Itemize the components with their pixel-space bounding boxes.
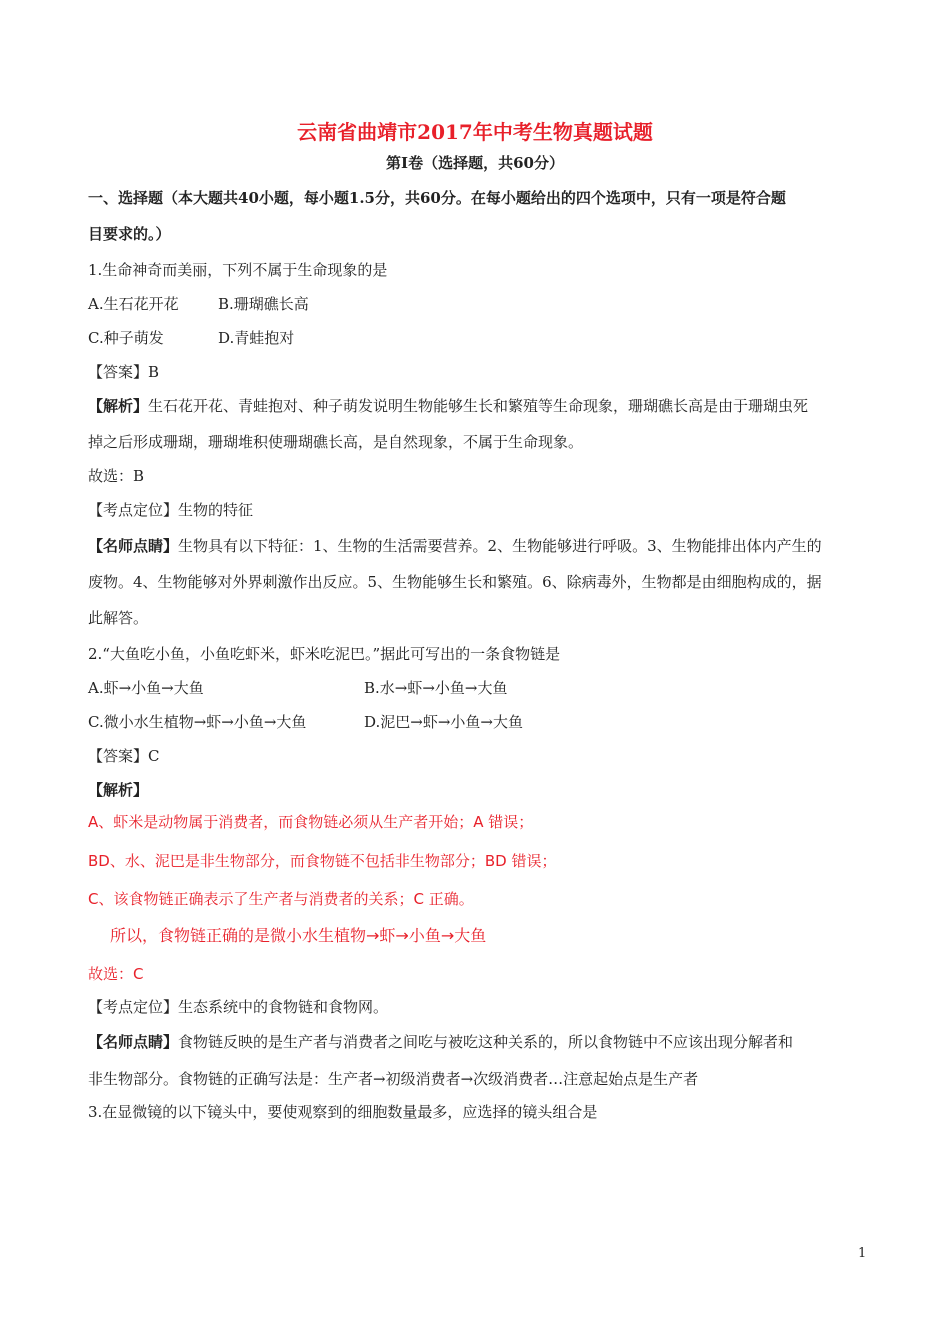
- q1-analysis-label: 【解析】: [88, 397, 149, 415]
- q2-stem: 2.“大鱼吃小鱼，小鱼吃虾米，虾米吃泥巴。”据此可写出的一条食物链是: [88, 645, 561, 663]
- q1-option-a: A.生石花开花: [88, 295, 179, 313]
- document-title: 云南省曲靖市2017年中考生物真题试题: [297, 120, 653, 144]
- q2-option-c: C.微小水生植物→虾→小鱼→大鱼: [88, 713, 307, 731]
- q2-answer: 【答案】C: [88, 747, 160, 765]
- q2-option-a: A.虾→小鱼→大鱼: [88, 679, 204, 697]
- q1-options-row-1: [88, 294, 309, 314]
- q2-kaodian: 【考点定位】生态系统中的食物链和食物网。: [88, 998, 389, 1016]
- q2-mingshi-label: 【名师点睛】: [88, 1033, 179, 1051]
- q1-options-row-2: [88, 328, 295, 348]
- q2-red-conclusion: 所以，食物链正确的是微小水生植物→虾→小鱼→大鱼: [110, 926, 487, 945]
- q2-mingshi-text-1: 食物链反映的是生产者与消费者之间吃与被吃这种关系的，所以食物链中不应该出现分解者和: [178, 1033, 794, 1051]
- q1-mingshi-line-3: 此解答。: [88, 609, 149, 627]
- q2-red-choice: 故选：C: [88, 965, 144, 983]
- q2-mingshi-line-2: 非生物部分。食物链的正确写法是：生产者→初级消费者→次级消费者…注意起始点是生产者: [88, 1070, 699, 1088]
- section-heading-line-2: 目要求的。）: [88, 225, 171, 243]
- part-subtitle: 第Ⅰ卷（选择题，共60分）: [386, 154, 564, 172]
- q1-mingshi-line-1: [88, 536, 822, 556]
- q2-options-row-1: [88, 678, 508, 698]
- q2-option-d: D.泥巴→虾→小鱼→大鱼: [364, 713, 523, 731]
- page-number: 1: [858, 1246, 867, 1261]
- q1-answer: 【答案】B: [88, 363, 160, 381]
- q1-option-d: D.青蛙抱对: [218, 329, 295, 347]
- q1-choice: 故选：B: [88, 467, 145, 485]
- q3-stem: 3.在显微镜的以下镜头中，要使观察到的细胞数量最多，应选择的镜头组合是: [88, 1103, 598, 1121]
- q1-option-c: C.种子萌发: [88, 329, 164, 347]
- q1-mingshi-text-1: 生物具有以下特征：1、生物的生活需要营养。2、生物能够进行呼吸。3、生物能排出体内产生的: [178, 537, 822, 555]
- q2-red-analysis-line-1: A、虾米是动物属于消费者，而食物链必须从生产者开始；A 错误；: [88, 813, 534, 831]
- q2-mingshi-line-1: [88, 1032, 793, 1052]
- q1-analysis-line-1: [88, 396, 808, 416]
- q1-mingshi-line-2: 废物。4、生物能够对外界刺激作出反应。5、生物能够生长和繁殖。6、除病毒外，生物都是由细胞构成的，据: [88, 573, 822, 591]
- q1-mingshi-label: 【名师点睛】: [88, 537, 179, 555]
- q1-stem: 1.生命神奇而美丽，下列不属于生命现象的是: [88, 261, 388, 279]
- q2-red-analysis-line-2: BD、水、泥巴是非生物部分，而食物链不包括非生物部分；BD 错误；: [88, 852, 557, 870]
- q2-red-analysis-line-3: C、该食物链正确表示了生产者与消费者的关系；C 正确。: [88, 890, 474, 908]
- q2-option-b: B.水→虾→小鱼→大鱼: [364, 679, 508, 697]
- q2-options-row-2: [88, 712, 523, 732]
- q1-analysis-text-1: 生石花开花、青蛙抱对、种子萌发说明生物能够生长和繁殖等生命现象，珊瑚礁长高是由于珊瑚虫死: [148, 397, 809, 415]
- q1-option-b: B.珊瑚礁长高: [218, 295, 309, 313]
- q2-analysis-label: 【解析】: [88, 781, 149, 799]
- section-heading-line-1: 一、选择题（本大题共40小题，每小题1.5分，共60分。在每小题给出的四个选项中，只有一项是符合题: [88, 189, 786, 207]
- q1-analysis-line-2: 掉之后形成珊瑚，珊瑚堆积使珊瑚礁长高，是自然现象，不属于生命现象。: [88, 433, 584, 451]
- q1-kaodian: 【考点定位】生物的特征: [88, 501, 254, 519]
